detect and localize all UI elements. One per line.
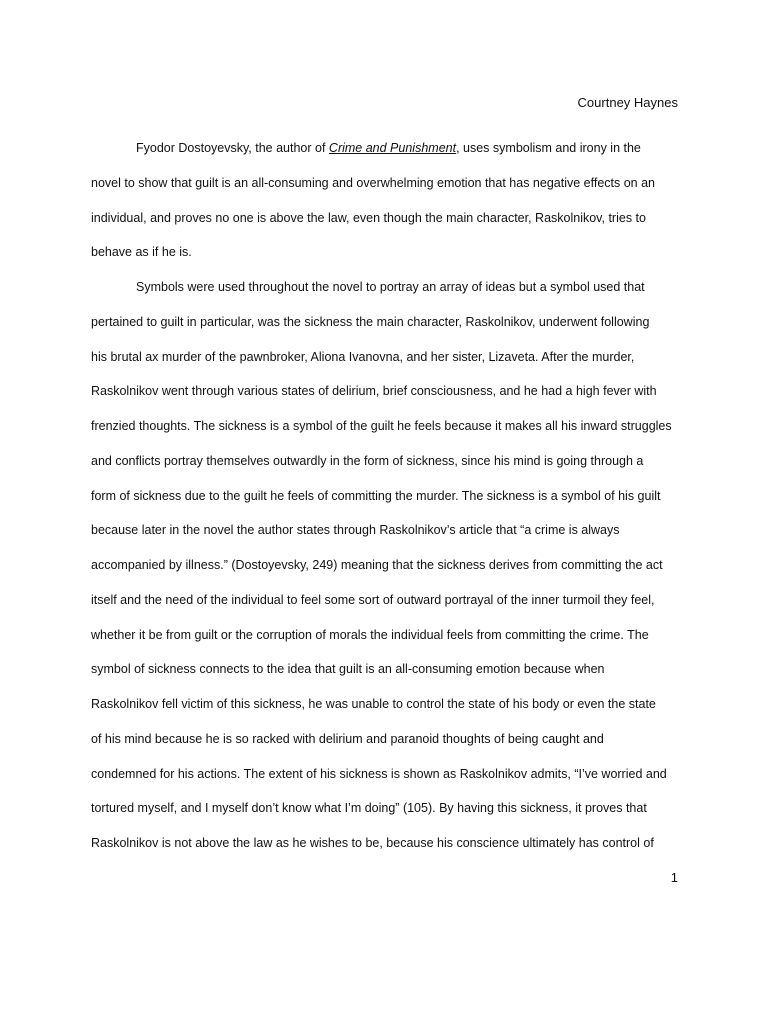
paragraph-line: Raskolnikov went through various states of delirium, brief consciousness, and he had a high fever with bbox=[91, 384, 657, 399]
book-title: Crime and Punishment bbox=[328, 141, 457, 155]
paragraph-line: individual, and proves no one is above the law, even though the main character, Raskolnikov, tries to bbox=[91, 210, 646, 225]
text-segment: Fyodor Dostoyevsky, the author of bbox=[136, 141, 329, 155]
essay-body bbox=[91, 136, 679, 866]
paragraph-line: pertained to guilt in particular, was the sickness the main character, Raskolnikov, underwent following bbox=[91, 314, 650, 329]
paragraph-line: form of sickness due to the guilt he feels of committing the murder. The sickness is a symbol of his guilt bbox=[91, 488, 661, 503]
paragraph-line: novel to show that guilt is an all-consuming and overwhelming emotion that has negative effects on an bbox=[91, 175, 655, 190]
paragraph-line: condemned for his actions. The extent of his sickness is shown as Raskolnikov admits, “I’ve worried and bbox=[91, 766, 667, 781]
paragraph-line: itself and the need of the individual to feel some sort of outward portrayal of the inner turmoil they feel, bbox=[91, 592, 655, 607]
author-name: Courtney Haynes bbox=[577, 95, 678, 110]
paragraph-line: of his mind because he is so racked with delirium and paranoid thoughts of being caught and bbox=[91, 731, 604, 746]
paragraph-line: accompanied by illness.” (Dostoyevsky, 249) meaning that the sickness derives from committing the act bbox=[91, 558, 663, 572]
paragraph-line: Raskolnikov fell victim of this sickness, he was unable to control the state of his body or even the state bbox=[91, 697, 656, 711]
page-number: 1 bbox=[670, 870, 678, 885]
paragraph-line: behave as if he is. bbox=[91, 245, 192, 260]
paragraph-1-line-1 bbox=[91, 136, 679, 171]
text-segment: , uses symbolism and irony in the bbox=[456, 141, 641, 155]
paragraph-line: his brutal ax murder of the pawnbroker, Aliona Ivanovna, and her sister, Lizaveta. After the murder, bbox=[91, 349, 635, 364]
paragraph-line: symbol of sickness connects to the idea that guilt is an all-consuming emotion because when bbox=[91, 662, 605, 677]
paragraph-line: because later in the novel the author states through Raskolnikov’s article that “a crime is always bbox=[91, 523, 620, 538]
paragraph-2-first-line: Symbols were used throughout the novel to portray an array of ideas but a symbol used that bbox=[136, 280, 645, 294]
paragraph-line: Raskolnikov is not above the law as he wishes to be, because his conscience ultimately has control of bbox=[91, 836, 654, 850]
paragraph-line: whether it be from guilt or the corruption of morals the individual feels from committing the crime. The bbox=[91, 627, 649, 642]
paragraph-line: and conflicts portray themselves outwardly in the form of sickness, since his mind is going through a bbox=[91, 453, 644, 468]
paragraph-line: tortured myself, and I myself don’t know what I’m doing” (105). By having this sickness, it proves that bbox=[91, 801, 647, 816]
paragraph-line: frenzied thoughts. The sickness is a symbol of the guilt he feels because it makes all his inward struggles bbox=[91, 419, 672, 433]
